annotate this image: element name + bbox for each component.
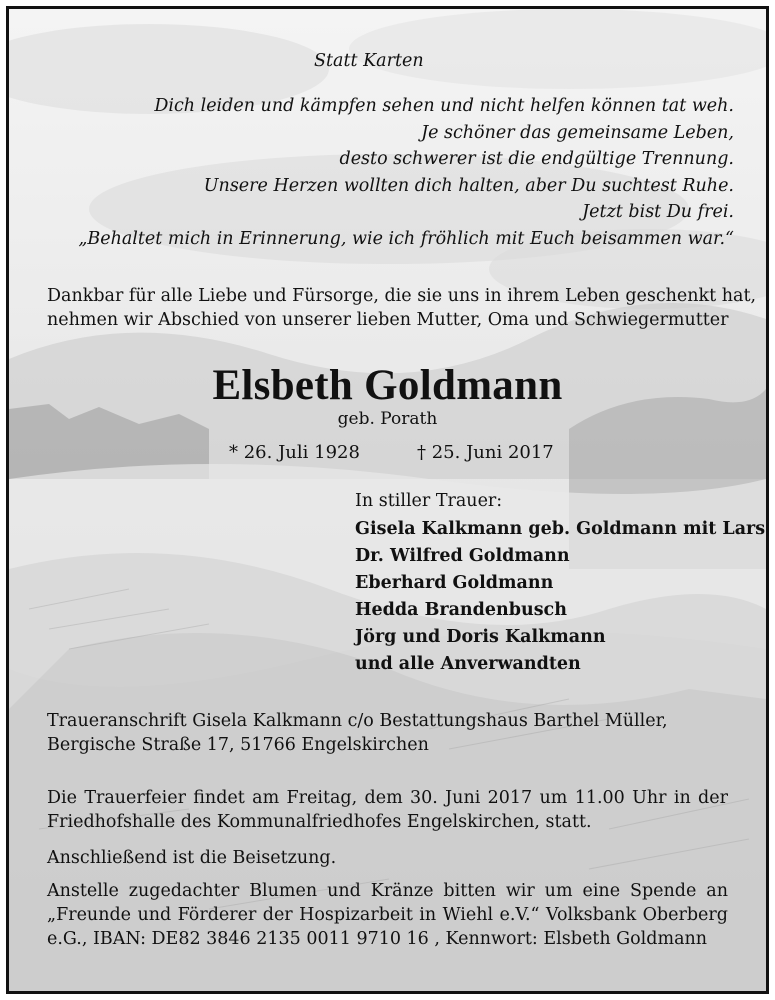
poem-line: desto schwerer ist die endgültige Trennung. (339, 149, 734, 170)
deceased-name: Elsbeth Goldmann (212, 362, 563, 409)
mourner-name: Eberhard Goldmann (355, 573, 554, 593)
poem-line: Je schöner das gemeinsame Leben, (421, 122, 734, 143)
mourner-name: Hedda Brandenbusch (355, 600, 567, 620)
death-date: † 25. Juni 2017 (417, 442, 554, 463)
heading-statt-karten: Statt Karten (314, 51, 424, 71)
funeral-address (47, 709, 668, 757)
intro-line: nehmen wir Abschied von unserer lieben Mutter, Oma und Schwiegermutter (47, 310, 729, 330)
address-line: Bergische Straße 17, 51766 Engelskirchen (47, 735, 429, 755)
poem-line: Unsere Herzen wollten dich halten, aber Du suchtest Ruhe. (203, 175, 734, 196)
obituary-frame (6, 6, 769, 994)
poem-line: Dich leiden und kämpfen sehen und nicht helfen können tat weh. (154, 96, 734, 116)
ceremony-text: Die Trauerfeier findet am Freitag, dem 30. Juni 2017 um 11.00 Uhr in der Friedhofshalle des Kommunalfriedhofes Engelskirchen, statt. (47, 788, 728, 832)
mourner-name: Gisela Kalkmann geb. Goldmann mit Lars (355, 519, 766, 539)
mourner-name: Jörg und Doris Kalkmann (355, 627, 606, 647)
birth-name: geb. Porath (337, 409, 438, 429)
intro-text (47, 284, 756, 332)
intro-line: Dankbar für alle Liebe und Fürsorge, die sie uns in ihrem Leben geschenkt hat, (47, 286, 757, 306)
poem (78, 93, 734, 253)
mourner-name: Dr. Wilfred Goldmann (355, 546, 570, 566)
mourning-label: In stiller Trauer: (355, 491, 503, 511)
address-line: Traueranschrift Gisela Kalkmann c/o Bestattungshaus Barthel Müller, (47, 711, 668, 731)
birth-date: * 26. Juli 1928 (229, 442, 360, 463)
mourners-list (355, 516, 765, 678)
burial-text: Anschließend ist die Beisetzung. (47, 848, 337, 868)
poem-line: „Behaltet mich in Erinnerung, wie ich fröhlich mit Euch beisammen war.“ (78, 228, 734, 249)
donation-text: Anstelle zugedachter Blumen und Kränze bitten wir um eine Spende an „Freunde und Förderer der Hospizarbeit in Wiehl e.V.“ Volksbank Oberberg e.G., IBAN: DE82 3846 2135 0011 9710 16 , Kennwort: Elsbeth Goldmann (47, 881, 728, 949)
mourner-name: und alle Anverwandten (355, 654, 581, 674)
poem-line: Jetzt bist Du frei. (582, 202, 734, 223)
